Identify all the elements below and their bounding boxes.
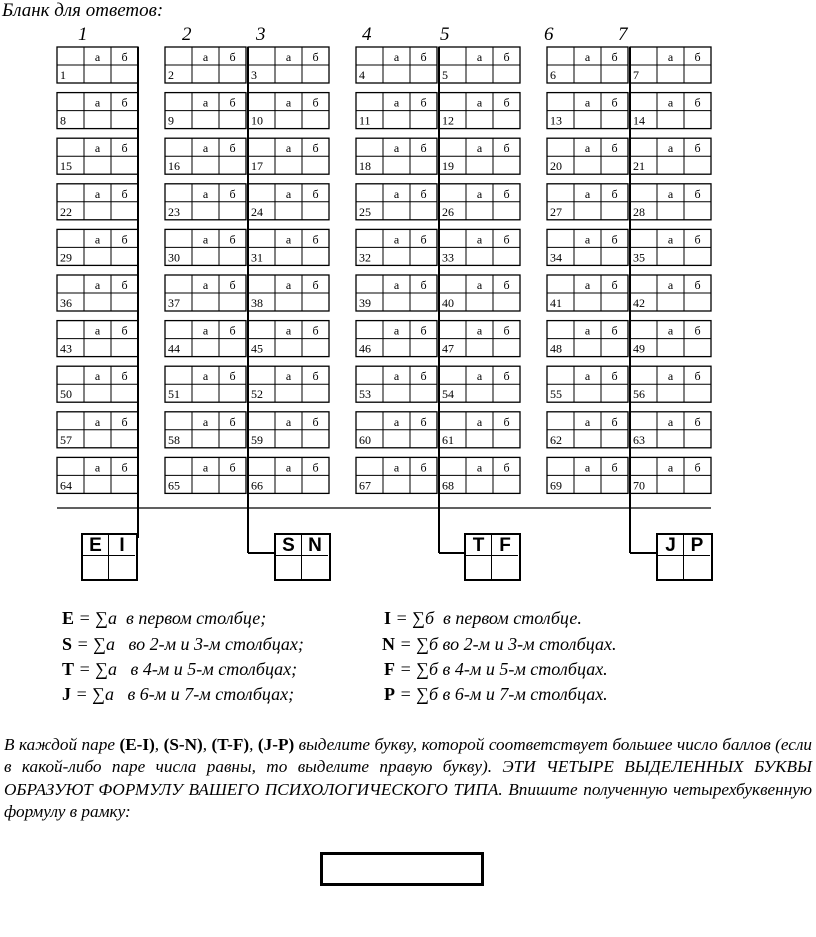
- question-number-51: 51: [168, 387, 180, 402]
- pair-s-n: (S-N): [163, 735, 203, 754]
- question-number-37: 37: [168, 296, 180, 310]
- question-number-18: 18: [359, 159, 371, 174]
- formula-desc: во 2-м и 3-м столбцах;: [128, 634, 304, 654]
- pair-e-i: (E-I): [119, 735, 155, 754]
- header-a: а: [667, 369, 674, 384]
- header-b: б: [611, 278, 618, 292]
- question-number-23: 23: [168, 204, 180, 219]
- header-b: б: [312, 50, 319, 64]
- header-b: б: [420, 323, 427, 338]
- header-b: б: [229, 323, 236, 338]
- header-a: а: [285, 460, 292, 475]
- header-b: б: [503, 278, 510, 292]
- header-a: а: [584, 278, 591, 292]
- question-number-44: 44: [168, 341, 180, 356]
- formula-p: [384, 684, 608, 705]
- header-a: а: [476, 369, 483, 384]
- header-a: а: [667, 278, 674, 292]
- formula-sum: = ∑б: [399, 634, 439, 654]
- header-a: а: [285, 278, 292, 292]
- column-number-6: 6: [544, 24, 554, 45]
- header-a: а: [202, 232, 209, 247]
- question-number-31: 31: [251, 250, 263, 265]
- header-b: б: [420, 278, 427, 292]
- header-b: б: [312, 323, 319, 338]
- header-a: а: [393, 323, 400, 338]
- header-b: б: [420, 414, 427, 429]
- result-box-j-p[interactable]: [656, 533, 713, 581]
- formula-j: [62, 684, 294, 705]
- pair-j-p: (J-P): [257, 735, 295, 754]
- header-a: а: [667, 141, 674, 156]
- question-number-47: 47: [442, 341, 454, 356]
- header-b: б: [229, 141, 236, 156]
- header-a: а: [393, 50, 400, 64]
- column-number-2: 2: [182, 24, 192, 45]
- header-b: б: [694, 323, 701, 338]
- question-number-70: 70: [633, 478, 645, 493]
- question-number-14: 14: [633, 113, 645, 128]
- header-b: б: [694, 95, 701, 110]
- header-b: б: [229, 460, 236, 475]
- header-b: б: [312, 278, 319, 292]
- formula-desc: в первом столбце.: [443, 608, 582, 628]
- formula-desc: в 6-м и 7-м столбцах.: [442, 684, 608, 704]
- question-number-2: 2: [168, 68, 174, 82]
- question-number-46: 46: [359, 341, 371, 356]
- question-number-54: 54: [442, 387, 454, 402]
- formula-f: [384, 659, 608, 680]
- header-b: б: [694, 278, 701, 292]
- header-b: б: [611, 460, 618, 475]
- question-number-66: 66: [251, 478, 263, 493]
- formula-desc: в 4-м и 5-м столбцах.: [442, 659, 608, 679]
- header-b: б: [121, 369, 128, 384]
- header-a: а: [667, 460, 674, 475]
- header-b: б: [121, 50, 128, 64]
- formula-desc: во 2-м и 3-м столбцах.: [442, 634, 617, 654]
- header-b: б: [312, 232, 319, 247]
- header-a: а: [584, 323, 591, 338]
- header-b: б: [229, 232, 236, 247]
- question-number-5: 5: [442, 68, 448, 82]
- question-number-60: 60: [359, 432, 371, 447]
- formula-s: [62, 634, 304, 655]
- header-a: а: [393, 186, 400, 201]
- header-b: б: [611, 369, 618, 384]
- header-b: б: [503, 323, 510, 338]
- header-b: б: [121, 278, 128, 292]
- question-number-16: 16: [168, 159, 180, 174]
- header-b: б: [229, 414, 236, 429]
- question-number-61: 61: [442, 432, 454, 447]
- header-b: б: [503, 186, 510, 201]
- question-number-27: 27: [550, 204, 562, 219]
- header-a: а: [584, 50, 591, 64]
- header-a: а: [94, 141, 101, 156]
- header-a: а: [476, 323, 483, 338]
- header-a: а: [202, 414, 209, 429]
- type-formula-answer-box[interactable]: [320, 852, 484, 886]
- header-a: а: [476, 278, 483, 292]
- formula-letter: I: [384, 608, 392, 628]
- header-a: а: [584, 95, 591, 110]
- header-a: а: [667, 232, 674, 247]
- header-a: а: [94, 95, 101, 110]
- header-b: б: [121, 232, 128, 247]
- formula-n: [382, 634, 616, 655]
- question-number-25: 25: [359, 204, 371, 219]
- question-number-28: 28: [633, 204, 645, 219]
- header-b: б: [312, 141, 319, 156]
- header-a: а: [94, 232, 101, 247]
- question-number-43: 43: [60, 341, 72, 356]
- header-a: а: [285, 232, 292, 247]
- header-b: б: [312, 369, 319, 384]
- header-a: а: [393, 141, 400, 156]
- question-number-50: 50: [60, 387, 72, 402]
- question-number-7: 7: [633, 68, 639, 82]
- header-a: а: [393, 232, 400, 247]
- question-number-24: 24: [251, 204, 263, 219]
- header-a: а: [202, 460, 209, 475]
- header-b: б: [121, 323, 128, 338]
- question-number-67: 67: [359, 478, 371, 493]
- header-a: а: [393, 369, 400, 384]
- formula-letter: S: [62, 634, 73, 654]
- instruction-sep: ,: [249, 735, 258, 754]
- result-letter-j: J: [658, 535, 684, 556]
- header-a: а: [202, 323, 209, 338]
- header-a: а: [476, 141, 483, 156]
- header-b: б: [229, 50, 236, 64]
- question-number-29: 29: [60, 250, 72, 265]
- question-number-8: 8: [60, 113, 66, 128]
- header-a: а: [584, 141, 591, 156]
- formula-letter: N: [382, 634, 395, 654]
- header-a: а: [94, 369, 101, 384]
- header-b: б: [694, 50, 701, 64]
- header-a: а: [285, 369, 292, 384]
- header-a: а: [476, 95, 483, 110]
- column-number-7: 7: [618, 24, 628, 45]
- header-b: б: [420, 141, 427, 156]
- question-number-45: 45: [251, 341, 263, 356]
- instruction-paragraph: [4, 734, 812, 824]
- question-number-6: 6: [550, 68, 556, 82]
- formula-i: [384, 608, 582, 629]
- question-number-64: 64: [60, 478, 72, 493]
- question-number-35: 35: [633, 250, 645, 265]
- formula-sum: = ∑а: [75, 684, 114, 704]
- header-a: а: [667, 95, 674, 110]
- question-number-13: 13: [550, 113, 562, 128]
- header-a: а: [393, 95, 400, 110]
- instruction-text: выделите букву, которой соответствует большее число баллов (если в какой-либо паре числа равны, то выделите правую букву). ЭТИ ЧЕТЫРЕ ВЫДЕЛЕННЫХ БУКВЫ ОБРАЗУЮТ ФОРМУЛУ ВАШЕГО ПСИХОЛОГИЧЕСКОГО ТИПА. Впишите полученную четырехбуквенную формулу в рамку:: [4, 735, 813, 822]
- formula-sum: = ∑б: [399, 684, 439, 704]
- formula-e: [62, 608, 266, 629]
- result-letter-f: F: [492, 535, 518, 556]
- column-number-3: 3: [256, 24, 266, 45]
- question-number-4: 4: [359, 68, 365, 82]
- result-input-s[interactable]: [276, 556, 302, 579]
- header-b: б: [611, 232, 618, 247]
- header-b: б: [229, 186, 236, 201]
- header-b: б: [503, 369, 510, 384]
- question-number-56: 56: [633, 387, 645, 402]
- question-number-38: 38: [251, 296, 263, 310]
- question-number-15: 15: [60, 159, 72, 174]
- header-b: б: [420, 369, 427, 384]
- formula-sum: = ∑а: [76, 634, 115, 654]
- question-number-62: 62: [550, 432, 562, 447]
- result-letter-p: P: [684, 535, 710, 556]
- header-b: б: [611, 186, 618, 201]
- header-a: а: [667, 50, 674, 64]
- header-b: б: [694, 414, 701, 429]
- header-a: а: [202, 369, 209, 384]
- question-number-1: 1: [60, 68, 66, 82]
- header-b: б: [611, 414, 618, 429]
- formula-sum: = ∑б: [399, 659, 439, 679]
- header-a: а: [202, 141, 209, 156]
- header-b: б: [611, 323, 618, 338]
- question-number-26: 26: [442, 204, 454, 219]
- header-b: б: [694, 186, 701, 201]
- header-a: а: [476, 50, 483, 64]
- header-a: а: [202, 278, 209, 292]
- header-b: б: [503, 460, 510, 475]
- question-number-22: 22: [60, 204, 72, 219]
- header-b: б: [121, 414, 128, 429]
- question-number-69: 69: [550, 478, 562, 493]
- header-b: б: [420, 50, 427, 64]
- result-input-j[interactable]: [658, 556, 684, 579]
- header-a: а: [94, 414, 101, 429]
- formula-desc: в 4-м и 5-м столбцах;: [130, 659, 298, 679]
- question-number-63: 63: [633, 432, 645, 447]
- column-number-5: 5: [440, 24, 450, 45]
- header-b: б: [121, 186, 128, 201]
- result-box-s-n[interactable]: [274, 533, 331, 581]
- question-number-57: 57: [60, 432, 72, 447]
- header-b: б: [503, 50, 510, 64]
- header-a: а: [94, 186, 101, 201]
- question-number-36: 36: [60, 296, 72, 310]
- result-input-f[interactable]: [492, 556, 518, 579]
- header-b: б: [312, 414, 319, 429]
- question-number-53: 53: [359, 387, 371, 402]
- header-a: а: [667, 323, 674, 338]
- formula-sum: = ∑а: [78, 659, 117, 679]
- result-input-p[interactable]: [684, 556, 710, 579]
- formula-letter: P: [384, 684, 395, 704]
- question-number-68: 68: [442, 478, 454, 493]
- question-number-3: 3: [251, 68, 257, 82]
- header-a: а: [393, 414, 400, 429]
- pair-t-f: (T-F): [211, 735, 250, 754]
- header-a: а: [94, 278, 101, 292]
- header-a: а: [94, 50, 101, 64]
- header-b: б: [121, 460, 128, 475]
- formula-letter: E: [62, 608, 75, 628]
- result-box-t-f[interactable]: [464, 533, 521, 581]
- header-b: б: [694, 232, 701, 247]
- header-b: б: [611, 50, 618, 64]
- header-b: б: [229, 95, 236, 110]
- header-a: а: [285, 323, 292, 338]
- instruction-sep: ,: [202, 735, 212, 754]
- column-number-1: 1: [78, 24, 88, 45]
- question-number-11: 11: [359, 113, 371, 128]
- instruction-sep: ,: [154, 735, 164, 754]
- header-a: а: [285, 50, 292, 64]
- header-b: б: [503, 141, 510, 156]
- header-a: а: [285, 141, 292, 156]
- header-b: б: [420, 460, 427, 475]
- header-b: б: [694, 369, 701, 384]
- result-input-t[interactable]: [466, 556, 492, 579]
- formula-letter: T: [62, 659, 75, 679]
- formula-letter: F: [384, 659, 395, 679]
- formula-sum: = ∑б: [395, 608, 435, 628]
- header-b: б: [121, 141, 128, 156]
- question-number-17: 17: [251, 159, 263, 174]
- header-a: а: [202, 50, 209, 64]
- header-a: а: [202, 95, 209, 110]
- question-number-19: 19: [442, 159, 454, 174]
- question-number-65: 65: [168, 478, 180, 493]
- question-number-52: 52: [251, 387, 263, 402]
- header-a: а: [584, 369, 591, 384]
- header-a: а: [202, 186, 209, 201]
- header-b: б: [503, 414, 510, 429]
- header-a: а: [285, 186, 292, 201]
- question-number-9: 9: [168, 113, 174, 128]
- instruction-text: В каждой паре: [4, 735, 120, 754]
- question-number-21: 21: [633, 159, 645, 174]
- question-number-32: 32: [359, 250, 371, 265]
- question-number-59: 59: [251, 432, 263, 447]
- header-a: а: [476, 232, 483, 247]
- header-b: б: [312, 95, 319, 110]
- header-b: б: [694, 141, 701, 156]
- header-a: а: [393, 460, 400, 475]
- formula-desc: в первом столбце;: [126, 608, 267, 628]
- question-number-58: 58: [168, 432, 180, 447]
- question-number-55: 55: [550, 387, 562, 402]
- formula-desc: в 6-м и 7-м столбцах;: [127, 684, 295, 704]
- formula-t: [62, 659, 297, 680]
- header-b: б: [312, 186, 319, 201]
- question-number-40: 40: [442, 296, 454, 310]
- result-input-e[interactable]: [83, 556, 109, 579]
- question-number-20: 20: [550, 159, 562, 174]
- header-b: б: [229, 369, 236, 384]
- header-b: б: [611, 141, 618, 156]
- page-title: Бланк для ответов:: [2, 0, 164, 21]
- header-b: б: [229, 278, 236, 292]
- header-b: б: [312, 460, 319, 475]
- header-b: б: [503, 232, 510, 247]
- result-letter-n: N: [302, 535, 328, 556]
- result-box-e-i[interactable]: [81, 533, 138, 581]
- result-letter-e: E: [83, 535, 109, 556]
- question-number-42: 42: [633, 296, 645, 310]
- column-number-4: 4: [362, 24, 372, 45]
- header-a: а: [667, 186, 674, 201]
- header-b: б: [420, 95, 427, 110]
- result-letter-s: S: [276, 535, 302, 556]
- result-letter-t: T: [466, 535, 492, 556]
- header-a: а: [584, 232, 591, 247]
- header-a: а: [584, 414, 591, 429]
- result-input-i[interactable]: [109, 556, 135, 579]
- question-number-49: 49: [633, 341, 645, 356]
- question-number-12: 12: [442, 113, 454, 128]
- question-number-10: 10: [251, 113, 263, 128]
- header-a: а: [476, 186, 483, 201]
- header-a: а: [94, 460, 101, 475]
- question-number-48: 48: [550, 341, 562, 356]
- formula-letter: J: [62, 684, 71, 704]
- header-a: а: [285, 95, 292, 110]
- header-a: а: [584, 460, 591, 475]
- header-a: а: [584, 186, 591, 201]
- header-a: а: [476, 460, 483, 475]
- header-b: б: [420, 186, 427, 201]
- question-number-33: 33: [442, 250, 454, 265]
- header-a: а: [476, 414, 483, 429]
- header-b: б: [503, 95, 510, 110]
- header-b: б: [121, 95, 128, 110]
- question-number-30: 30: [168, 250, 180, 265]
- formula-sum: = ∑а: [78, 608, 117, 628]
- header-a: а: [667, 414, 674, 429]
- header-a: а: [393, 278, 400, 292]
- header-b: б: [611, 95, 618, 110]
- header-a: а: [285, 414, 292, 429]
- header-b: б: [694, 460, 701, 475]
- result-input-n[interactable]: [302, 556, 328, 579]
- question-number-39: 39: [359, 296, 371, 310]
- header-a: а: [94, 323, 101, 338]
- question-number-41: 41: [550, 296, 562, 310]
- header-b: б: [420, 232, 427, 247]
- question-number-34: 34: [550, 250, 562, 265]
- result-letter-i: I: [109, 535, 135, 556]
